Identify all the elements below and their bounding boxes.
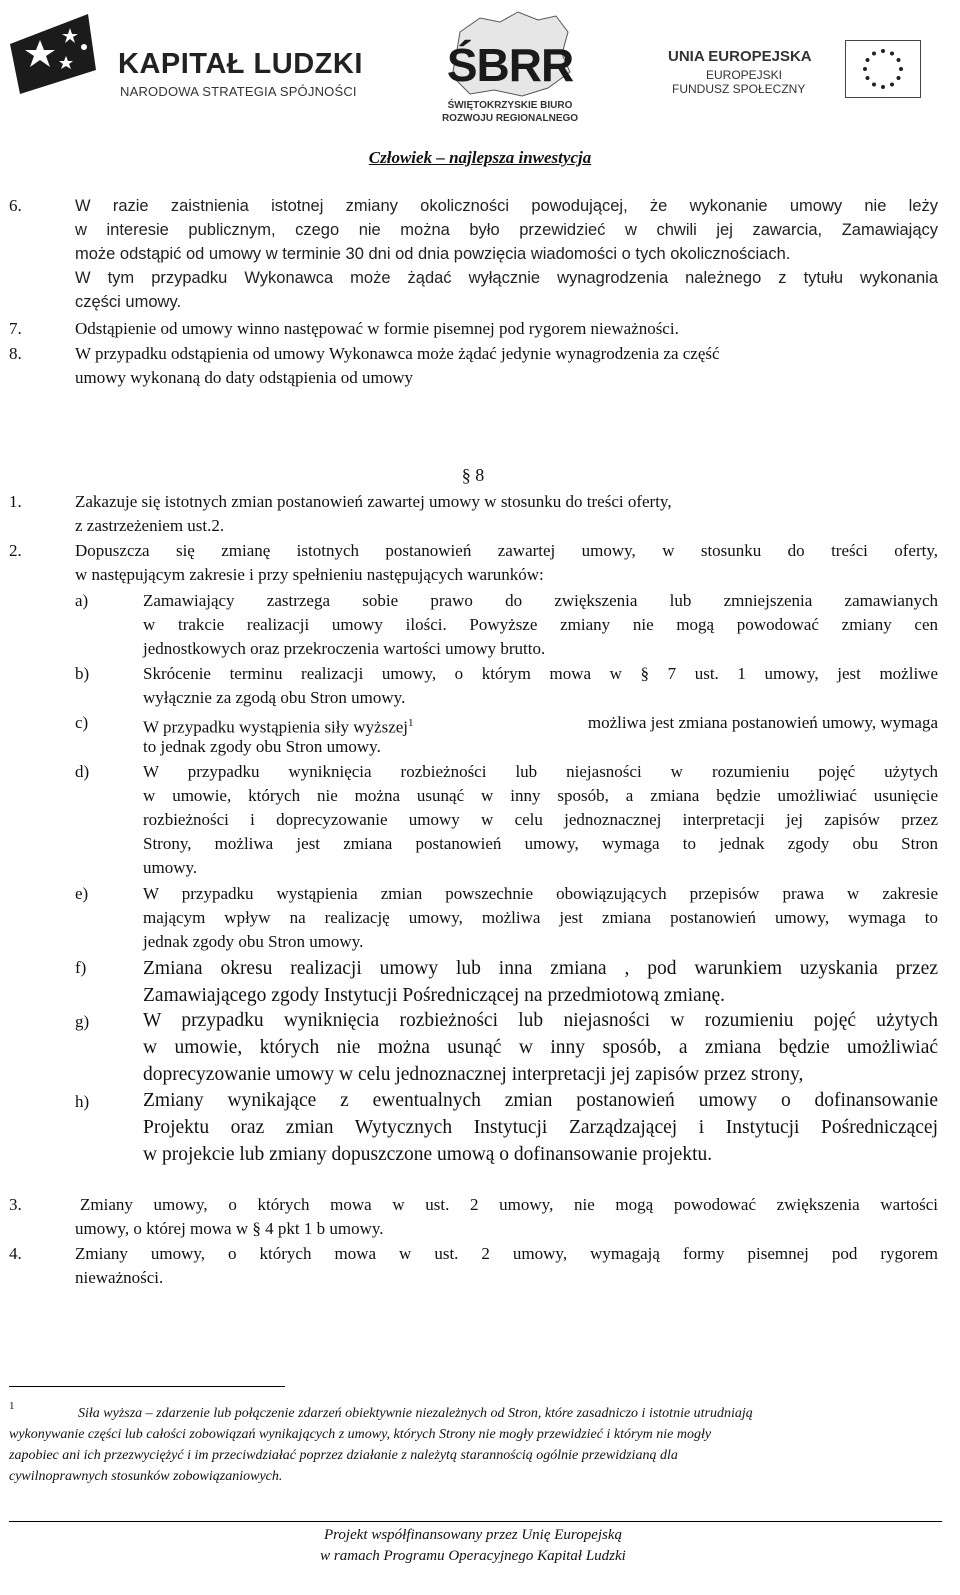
item-d-line-3: rozbieżności i doprecyzowanie umowy w celu jednoznacznej interpretacji jej zapisów przez <box>143 810 938 829</box>
item-h-line-2: Projektu oraz zmian Wytycznych Instytucji Zarządzającej i Instytucji Pośredniczącej <box>143 1117 938 1138</box>
item-d-line-2: w umowie, których nie można usunąć w inny sposób, a zmiana będzie umożliwiać usunięcie <box>143 786 938 805</box>
point-8-line-1: W przypadku odstąpienia od umowy Wykonawca może żądać jedynie wynagrodzenia za część <box>75 344 720 363</box>
point-8-line-2: umowy wykonaną do daty odstąpienia od umowy <box>75 368 414 387</box>
point-6-line-3: może odstąpić od umowy w terminie 30 dni od dnia powzięcia wiadomości o tych okolicznościach. <box>75 245 791 263</box>
item-a-line-2: w trakcie realizacji umowy ilości. Powyższe zmiany nie mogą powodować zmiany cen <box>143 615 938 634</box>
item-f-line-2: Zamawiającego zgody Instytucji Pośredniczącej na przedmiotową zmianę. <box>143 985 726 1006</box>
item-f-label: f) <box>75 958 87 977</box>
s8-point-3-number: 3. <box>9 1195 22 1214</box>
motto: Człowiek – najlepsza inwestycja <box>368 148 592 167</box>
kapital-ludzki-emblem-icon <box>10 14 106 94</box>
s8-point-2-number: 2. <box>9 541 22 560</box>
point-7-number: 7. <box>9 319 22 338</box>
item-a-line-1: Zamawiający zastrzega sobie prawo do zwiększenia lub zmniejszenia zamawianych <box>143 591 938 610</box>
sbrr-subtitle-line1: ŚWIĘTOKRZYSKIE BIURO <box>447 100 573 111</box>
item-h-label: h) <box>75 1092 90 1111</box>
item-h-line-1: Zmiany wynikające z ewentualnych zmian postanowień umowy o dofinansowanie <box>143 1090 938 1111</box>
footnote-line-3: zapobiec ani ich przezwyciężyć i im przeciwdziałać poprzez działanie z należytą starannością ogólnie przewidzianą dla <box>9 1448 678 1463</box>
item-g-line-3: doprecyzowanie umowy w celu jednoznacznej interpretacji jej zapisów przez strony, <box>143 1064 804 1085</box>
point-6-line-5: części umowy. <box>75 293 182 311</box>
s8-point-3-line-2: umowy, o której mowa w § 4 pkt 1 b umowy. <box>75 1219 384 1238</box>
item-b-line-2: wyłącznie za zgodą obu Stron umowy. <box>143 688 406 707</box>
item-f-line-1: Zmiana okresu realizacji umowy lub inna zmiana , pod warunkiem uzyskania przez <box>143 958 938 979</box>
item-d-line-5: umowy. <box>143 858 198 877</box>
footer-separator <box>9 1521 942 1522</box>
eu-logo <box>668 40 953 100</box>
s8-point-4-number: 4. <box>9 1244 22 1263</box>
s8-point-3-line-1: Zmiany umowy, o których mowa w ust. 2 umowy, nie mogą powodować zwiększenia wartości <box>80 1195 938 1214</box>
item-d-label: d) <box>75 762 90 781</box>
item-d-line-1: W przypadku wyniknięcia rozbieżności lub niejasności w rozumieniu pojęć użytych <box>143 762 938 781</box>
section-8-heading: § 8 <box>461 465 485 485</box>
kapital-ludzki-subtitle: NARODOWA STRATEGIA SPÓJNOŚCI <box>120 84 357 99</box>
item-g-label: g) <box>75 1012 90 1031</box>
point-6-line-4: W tym przypadku Wykonawca może żądać wyłącznie wynagrodzenia należnego z tytułu wykonania <box>75 269 938 287</box>
item-g-line-1: W przypadku wyniknięcia rozbieżności lub niejasności w rozumieniu pojęć użytych <box>143 1010 938 1031</box>
s8-point-1-number: 1. <box>9 492 22 511</box>
item-b-line-1: Skrócenie terminu realizacji umowy, o którym mowa w § 7 ust. 1 umowy, jest możliwe <box>143 664 938 683</box>
footnote-separator <box>9 1386 285 1387</box>
kapital-ludzki-logo <box>10 14 363 99</box>
item-e-line-1: W przypadku wystąpienia zmian powszechnie obowiązujących przepisów prawa w zakresie <box>143 884 938 903</box>
footer-line-1: Projekt współfinansowany przez Unię Europejską <box>323 1527 623 1543</box>
item-c-segment-2: możliwa jest zmiana postanowień umowy, wymaga <box>587 713 938 732</box>
point-6-line-2: w interesie publicznym, czego nie można było przewidzieć w chwili jej zawarcia, Zamawiający <box>75 221 938 239</box>
s8-point-1-line-1: Zakazuje się istotnych zmian postanowień zawartej umowy w stosunku do treści oferty, <box>75 492 672 511</box>
footnote-ref[interactable]: 1 <box>408 717 414 729</box>
footnote-line-1: Siła wyższa – zdarzenie lub połączenie zdarzeń obiektywnie niezależnych od Stron, które zasadniczo i istotnie utrudniają <box>78 1406 753 1421</box>
point-6-number: 6. <box>9 196 22 215</box>
s8-point-4-line-1: Zmiany umowy, o których mowa w ust. 2 umowy, wymagają formy pisemnej pod rygorem <box>75 1244 938 1263</box>
item-d-line-4: Strony, możliwa jest zmiana postanowień umowy, wymaga to jednak zgody obu Stron <box>143 834 938 853</box>
s8-point-4-line-2: nieważności. <box>75 1268 164 1287</box>
kapital-ludzki-title: KAPITAŁ LUDZKI <box>118 48 363 80</box>
item-g-line-2: w umowie, których nie można usunąć w inny sposób, a zmiana będzie umożliwiać <box>143 1037 938 1058</box>
item-c-segment-1: W przypadku wystąpienia siły wyższej <box>143 717 409 737</box>
eu-title: UNIA EUROPEJSKA <box>668 48 812 65</box>
eu-subtitle-line2: FUNDUSZ SPOŁECZNY <box>672 82 806 96</box>
footnote-line-4: cywilnoprawnych stosunków zobowiązaniowych. <box>9 1469 283 1484</box>
footer-line-2: w ramach Programu Operacyjnego Kapitał Ludzki <box>320 1548 626 1564</box>
item-c-label: c) <box>75 713 89 732</box>
item-e-label: e) <box>75 884 89 903</box>
item-e-line-2: mającym wpływ na realizację umowy, możliwa jest zmiana postanowień umowy, wymaga to <box>143 908 938 927</box>
sbrr-subtitle-line2: ROZWOJU REGIONALNEGO <box>441 113 579 124</box>
footnote-line-2: wykonywanie części lub całości zobowiązań wynikających z umowy, których Strony nie mogły przewidzieć i którym nie mogły <box>9 1427 712 1442</box>
footnote-marker: 1 <box>9 1400 15 1412</box>
eu-flag-icon <box>845 40 921 98</box>
s8-point-2-line-1: Dopuszcza się zmianę istotnych postanowień zawartej umowy, w stosunku do treści oferty, <box>75 541 938 560</box>
item-e-line-3: jednak zgody obu Stron umowy. <box>143 932 364 951</box>
sbrr-logo <box>430 10 590 125</box>
item-h-line-3: w projekcie lub zmiany dopuszczone umową o dofinansowanie projektu. <box>143 1144 713 1165</box>
sbrr-title: ŚBRR <box>446 39 574 91</box>
point-8-number: 8. <box>9 344 22 363</box>
item-c-line-3: to jednak zgody obu Stron umowy. <box>143 737 381 756</box>
s8-point-2-line-2: w następującym zakresie i przy spełnieniu następujących warunków: <box>75 565 544 584</box>
s8-point-1-line-2: z zastrzeżeniem ust.2. <box>75 516 225 535</box>
item-a-label: a) <box>75 591 89 610</box>
item-b-label: b) <box>75 664 90 683</box>
point-7-text: Odstąpienie od umowy winno następować w formie pisemnej pod rygorem nieważności. <box>75 319 679 338</box>
item-a-line-3: jednostkowych oraz przekroczenia wartości umowy brutto. <box>143 639 546 658</box>
eu-subtitle-line1: EUROPEJSKI <box>706 68 783 82</box>
point-6-line-1: W razie zaistnienia istotnej zmiany okoliczności powodującej, że wykonanie umowy nie leży <box>75 197 938 215</box>
